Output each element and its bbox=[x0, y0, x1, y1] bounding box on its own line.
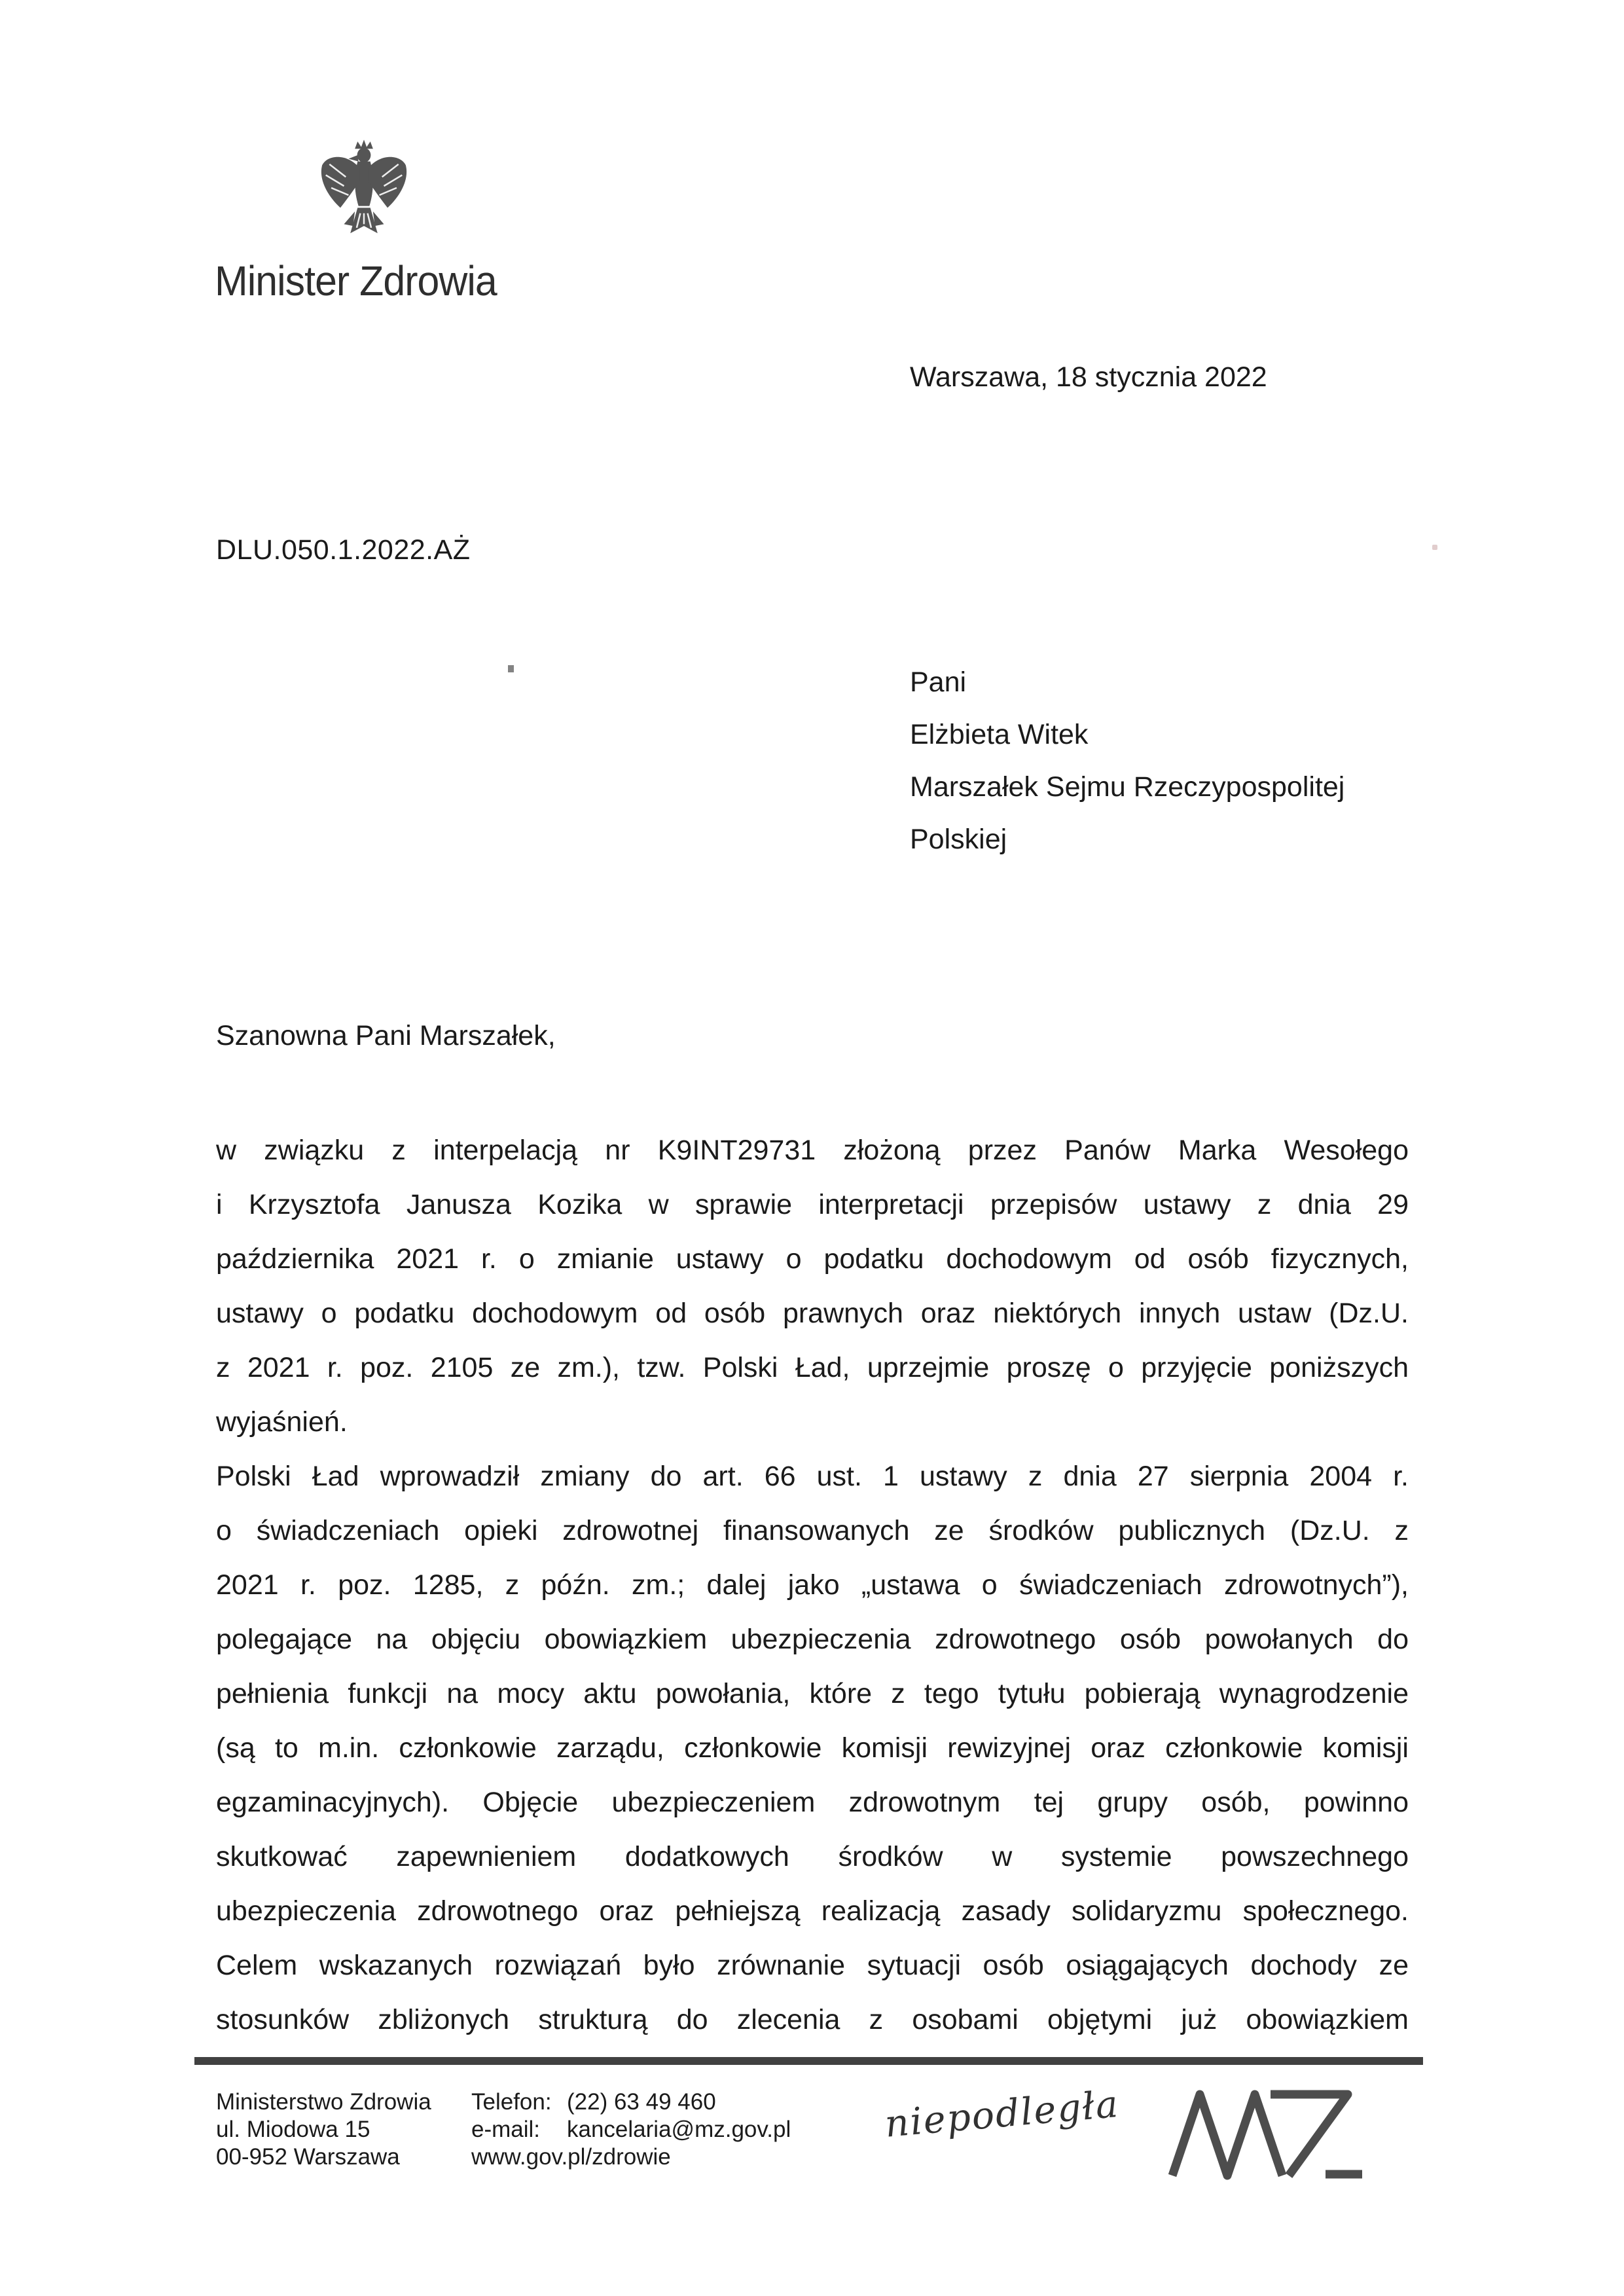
footer-address-line: Ministerstwo Zdrowia bbox=[216, 2089, 431, 2115]
polish-eagle-emblem-icon bbox=[318, 139, 410, 251]
body-line: wyjaśnień. bbox=[216, 1406, 348, 1438]
email-label: e-mail: bbox=[471, 2117, 541, 2142]
addressee-line: Polskiej bbox=[910, 824, 1007, 855]
body-line: ubezpieczenia zdrowotnego oraz pełniejszą realizacją zasady solidaryzmu społecznego. bbox=[216, 1895, 1409, 1927]
place-date: Warszawa, 18 stycznia 2022 bbox=[910, 361, 1267, 393]
body-line: pełnienia funkcji na mocy aktu powołania, które z tego tytułu pobierają wynagrodzenie bbox=[216, 1678, 1409, 1709]
addressee-line: Marszałek Sejmu Rzeczypospolitej bbox=[910, 771, 1345, 803]
body-line: skutkować zapewnieniem dodatkowych środków w systemie powszechnego bbox=[216, 1841, 1409, 1872]
addressee-block bbox=[910, 656, 1344, 866]
letter-body bbox=[216, 1123, 1409, 2047]
body-line: Celem wskazanych rozwiązań było zrównanie sytuacji osób osiągających dochody ze bbox=[216, 1950, 1409, 1981]
salutation: Szanowna Pani Marszałek, bbox=[216, 1020, 556, 1051]
body-line: polegające na objęciu obowiązkiem ubezpieczenia zdrowotnego osób powołanych do bbox=[216, 1624, 1409, 1655]
addressee-line: Pani bbox=[910, 666, 967, 698]
footer-address-line: ul. Miodowa 15 bbox=[216, 2117, 370, 2142]
addressee-line: Elżbieta Witek bbox=[910, 719, 1089, 750]
body-line: z 2021 r. poz. 2105 ze zm.), tzw. Polski Ład, uprzejmie proszę o przyjęcie poniższych bbox=[216, 1352, 1409, 1383]
body-line: ustawy o podatku dochodowym od osób prawnych oraz niektórych innych ustaw (Dz.U. bbox=[216, 1298, 1409, 1329]
body-line: w związku z interpelacją nr K9INT29731 złożoną przez Panów Marka Wesołego bbox=[216, 1135, 1409, 1166]
body-line: i Krzysztofa Janusza Kozika w sprawie interpretacji przepisów ustawy z dnia 29 bbox=[216, 1189, 1409, 1220]
footer-contact-row bbox=[471, 2116, 791, 2143]
footer-contact-row bbox=[471, 2143, 791, 2171]
email-value: kancelaria@mz.gov.pl bbox=[567, 2117, 791, 2142]
sender-title: Minister Zdrowia bbox=[215, 257, 497, 304]
website-value: www.gov.pl/zdrowie bbox=[471, 2144, 671, 2170]
scan-artifact-dot bbox=[1432, 545, 1437, 550]
body-line: 2021 r. poz. 1285, z późn. zm.; dalej jako „ustawa o świadczeniach zdrowotnych”), bbox=[216, 1569, 1409, 1601]
body-line: stosunków zbliżonych strukturą do zlecenia z osobami objętymi już obowiązkiem bbox=[216, 2004, 1409, 2035]
footer-contact-row bbox=[471, 2088, 791, 2116]
body-line: (są to m.in. członkowie zarządu, członkowie komisji rewizyjnej oraz członkowie komisji bbox=[216, 1732, 1409, 1764]
footer-address bbox=[216, 2088, 431, 2171]
niepodlegla-script-logo: niepodległa bbox=[883, 2082, 1121, 2146]
footer-contact bbox=[471, 2088, 791, 2171]
body-line: października 2021 r. o zmianie ustawy o podatku dochodowym od osób fizycznych, bbox=[216, 1243, 1409, 1275]
footer-divider bbox=[194, 2057, 1423, 2065]
footer-address-line: 00-952 Warszawa bbox=[216, 2144, 400, 2170]
body-line: Polski Ład wprowadził zmiany do art. 66 ust. 1 ustawy z dnia 27 sierpnia 2004 r. bbox=[216, 1461, 1409, 1492]
body-line: o świadczeniach opieki zdrowotnej finansowanych ze środków publicznych (Dz.U. z bbox=[216, 1515, 1409, 1546]
phone-value: (22) 63 49 460 bbox=[567, 2089, 716, 2115]
phone-label: Telefon: bbox=[471, 2089, 552, 2115]
body-line: egzaminacyjnych). Objęcie ubezpieczeniem zdrowotnym tej grupy osób, powinno bbox=[216, 1787, 1409, 1818]
reference-number: DLU.050.1.2022.AŻ bbox=[216, 534, 471, 566]
mz-zigzag-logo-icon bbox=[1167, 2088, 1371, 2181]
scan-artifact-dot bbox=[508, 665, 514, 672]
